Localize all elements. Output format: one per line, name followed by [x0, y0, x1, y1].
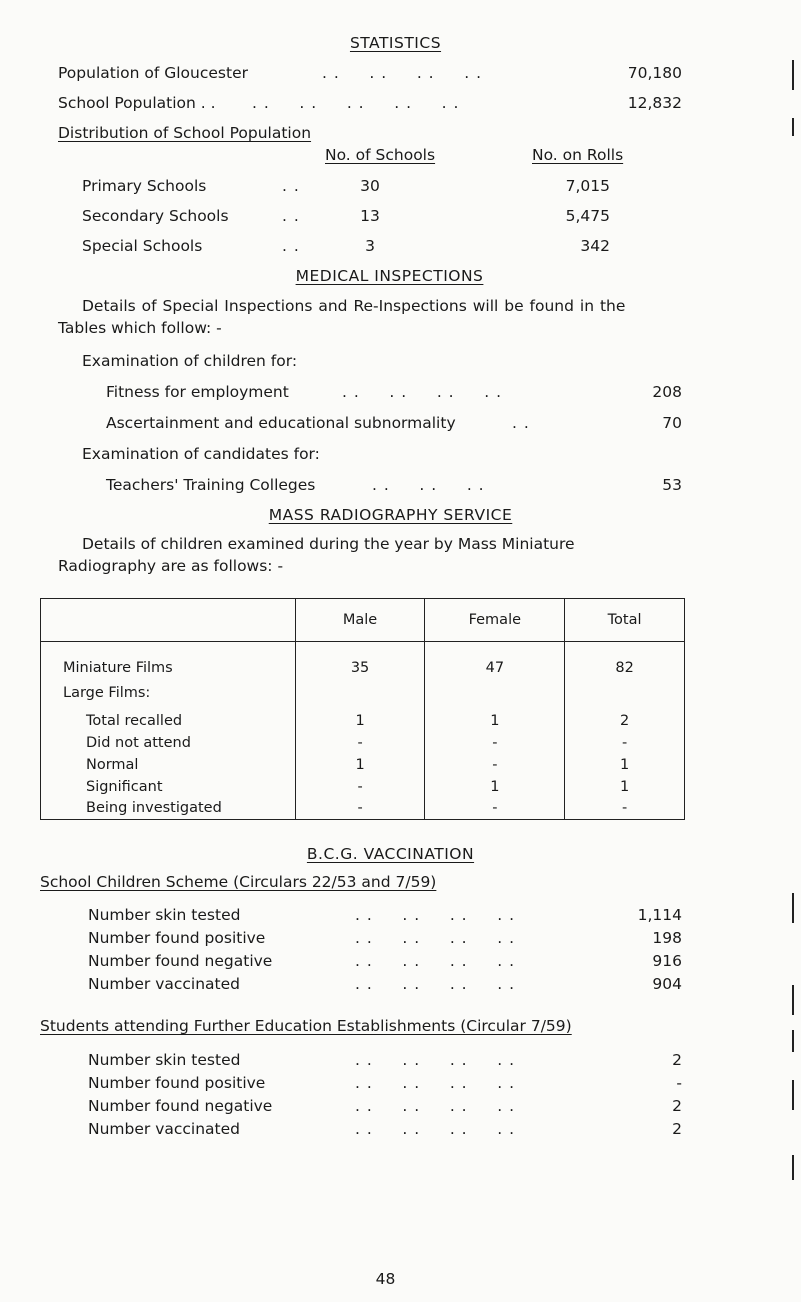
cell-male — [295, 676, 425, 710]
col-rolls-heading: No. on Rolls — [532, 146, 624, 164]
students-heading: Students attending Further Education Establishments (Circular 7/59) — [40, 1017, 572, 1035]
row-label: Number skin tested — [88, 1051, 241, 1069]
row-value: 198 — [652, 929, 682, 947]
cell-female — [425, 676, 565, 710]
leader-dots: . . — [282, 207, 300, 225]
leader-dots: . . — [282, 237, 300, 255]
radiography-table — [40, 598, 685, 820]
teachers-label: Teachers' Training Colleges — [106, 476, 316, 494]
scan-edge-mark — [792, 1080, 794, 1110]
leader-dots: . . . . . . . . — [355, 1074, 516, 1092]
row-value: - — [676, 1074, 682, 1092]
row-label: Number found negative — [88, 1097, 273, 1115]
row-label: Being investigated — [41, 798, 296, 820]
row-value: 904 — [652, 975, 682, 993]
cell-total: 1 — [565, 776, 685, 798]
school-population-label: School Population . . — [58, 94, 216, 112]
row-rolls: 5,475 — [565, 207, 610, 225]
cell-male: 1 — [295, 710, 425, 732]
row-label: Miniature Films — [41, 642, 296, 676]
population-label: Population of Gloucester — [58, 64, 248, 82]
row-label: Number skin tested — [88, 906, 241, 924]
row-label: Large Films: — [41, 676, 296, 710]
table-row — [41, 798, 685, 820]
row-schools: 3 — [365, 237, 375, 255]
cell-female: - — [425, 732, 565, 754]
leader-dots: . . . . . . . . — [342, 383, 503, 401]
radiography-heading: MASS RADIOGRAPHY SERVICE — [268, 506, 513, 524]
scan-edge-mark — [792, 893, 794, 923]
row-value: 2 — [672, 1120, 682, 1138]
row-value: 2 — [672, 1051, 682, 1069]
leader-dots: . . . . . . . . — [355, 1051, 516, 1069]
cell-male: - — [295, 776, 425, 798]
cell-total: 1 — [565, 754, 685, 776]
row-label: Normal — [41, 754, 296, 776]
medical-intro-line2: Tables which follow: - — [58, 319, 222, 337]
row-schools: 13 — [360, 207, 380, 225]
row-label: Number vaccinated — [88, 1120, 240, 1138]
scan-edge-mark — [792, 60, 794, 90]
radiography-intro-line1: Details of children examined during the year by Mass Miniature — [82, 535, 575, 553]
leader-dots: . . . . . . . . — [355, 975, 516, 993]
school-scheme-heading: School Children Scheme (Circulars 22/53 and 7/59) — [40, 873, 437, 891]
medical-intro-line1: Details of Special Inspections and Re-Inspections will be found in the — [82, 297, 626, 315]
ascertainment-label: Ascertainment and educational subnormality — [106, 414, 456, 432]
cell-total: - — [565, 798, 685, 820]
table-row — [41, 676, 685, 710]
col-female: Female — [425, 599, 565, 642]
corner-cell — [41, 599, 296, 642]
scan-edge-mark — [792, 1155, 794, 1180]
cell-male: - — [295, 798, 425, 820]
cell-total: 82 — [565, 642, 685, 676]
leader-dots: . . . . . . . . — [355, 1097, 516, 1115]
table-row — [41, 754, 685, 776]
row-label: Total recalled — [41, 710, 296, 732]
leader-dots: . . . . . . . . — [355, 906, 516, 924]
row-label: Number found positive — [88, 1074, 266, 1092]
school-population-value: 12,832 — [627, 94, 682, 112]
bcg-heading: B.C.G. VACCINATION — [306, 845, 475, 863]
table-row — [41, 642, 685, 676]
leader-dots: . . . . . . . . — [355, 952, 516, 970]
scan-edge-mark — [792, 118, 794, 136]
cell-female: - — [425, 798, 565, 820]
col-male: Male — [295, 599, 425, 642]
scan-edge-mark — [792, 985, 794, 1015]
row-rolls: 7,015 — [565, 177, 610, 195]
cell-female: - — [425, 754, 565, 776]
fitness-value: 208 — [652, 383, 682, 401]
cell-male: 1 — [295, 754, 425, 776]
row-label: Number found negative — [88, 952, 273, 970]
population-value: 70,180 — [627, 64, 682, 82]
row-rolls: 342 — [580, 237, 610, 255]
cell-total — [565, 676, 685, 710]
row-label: Special Schools — [82, 237, 203, 255]
statistics-heading: STATISTICS — [349, 34, 442, 52]
table-header-row — [41, 599, 685, 642]
cell-male: - — [295, 732, 425, 754]
row-value: 1,114 — [637, 906, 682, 924]
leader-dots: . . . . . . . . — [355, 1120, 516, 1138]
leader-dots: . . — [282, 177, 300, 195]
scan-edge-mark — [792, 1030, 794, 1052]
leader-dots: . . . . . . — [372, 476, 485, 494]
row-label: Primary Schools — [82, 177, 207, 195]
cell-total: 2 — [565, 710, 685, 732]
row-label: Number vaccinated — [88, 975, 240, 993]
exam-children-label: Examination of children for: — [82, 352, 298, 370]
col-schools-heading: No. of Schools — [325, 146, 436, 164]
cell-total: - — [565, 732, 685, 754]
distribution-heading: Distribution of School Population — [58, 124, 312, 142]
table-row — [41, 710, 685, 732]
leader-dots: . . . . . . . . — [355, 929, 516, 947]
medical-heading: MEDICAL INSPECTIONS — [295, 267, 484, 285]
row-schools: 30 — [360, 177, 380, 195]
table-row — [41, 776, 685, 798]
row-value: 916 — [652, 952, 682, 970]
row-label: Secondary Schools — [82, 207, 229, 225]
row-value: 2 — [672, 1097, 682, 1115]
cell-male: 35 — [295, 642, 425, 676]
row-label: Did not attend — [41, 732, 296, 754]
row-label: Number found positive — [88, 929, 266, 947]
fitness-label: Fitness for employment — [106, 383, 289, 401]
cell-female: 47 — [425, 642, 565, 676]
table-row — [41, 732, 685, 754]
ascertainment-value: 70 — [662, 414, 682, 432]
cell-female: 1 — [425, 710, 565, 732]
leader-dots: . . . . . . . . . . — [252, 94, 460, 112]
exam-candidates-label: Examination of candidates for: — [82, 445, 320, 463]
col-total: Total — [565, 599, 685, 642]
radiography-intro-line2: Radiography are as follows: - — [58, 557, 284, 575]
leader-dots: . . — [512, 414, 530, 432]
teachers-value: 53 — [662, 476, 682, 494]
row-label: Significant — [41, 776, 296, 798]
page-number: 48 — [375, 1270, 396, 1288]
cell-female: 1 — [425, 776, 565, 798]
leader-dots: . . . . . . . . — [322, 64, 483, 82]
